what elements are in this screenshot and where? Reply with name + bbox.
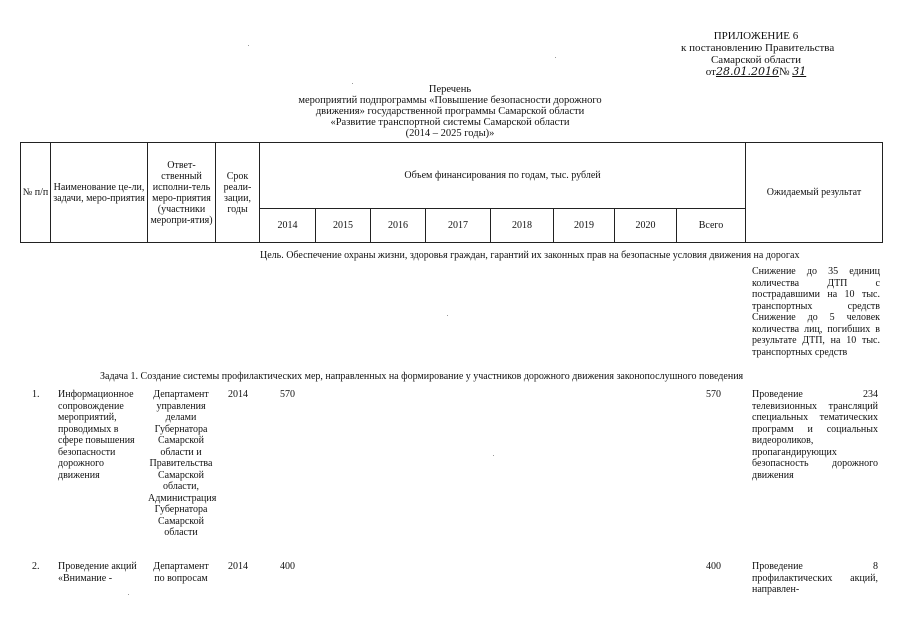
header-term: Срок реали-зации, годы (223, 170, 252, 215)
row-num: 2. (32, 561, 40, 572)
header-responsible: Ответ-ственный исполни-тель меро-приятия (участники меропри-ятия) (150, 159, 213, 226)
title-line5: (2014 – 2025 годы)» (405, 128, 495, 139)
row-2014-value: 570 (280, 389, 295, 400)
row-total-value: 570 (706, 389, 721, 400)
number-value: 31 (792, 65, 807, 78)
title-line1: Перечень (428, 84, 472, 95)
goal-text: Цель. Обеспечение охраны жизни, здоровья граждан, гарантий их законных прав на безопасные условия движения на дорогах (260, 250, 800, 261)
row-responsible: Департамент управления делами Губернатора Самарской области и Правительства Самарской области, Администрация Губернатора Самарской области (148, 389, 217, 538)
row-2014-value: 400 (280, 561, 295, 572)
header-year-2018: 2018 (512, 220, 532, 231)
date-value: 28.01.2016 (715, 65, 779, 78)
row-name: Проведение акций «Внимание - (58, 561, 137, 584)
scan-speck (555, 57, 556, 58)
row-expected: Проведение 8 профилактических акций, направлен- (752, 561, 878, 595)
row-responsible: Департамент по вопросам (153, 561, 209, 584)
header-num: № п/п (22, 187, 49, 198)
scan-speck (447, 315, 448, 316)
appendix-line2: Самарской области (710, 54, 802, 66)
scan-speck (352, 83, 353, 84)
date-prefix: от (705, 66, 716, 78)
row-total-value: 400 (706, 561, 721, 572)
scan-speck (493, 455, 494, 456)
appendix-title: ПРИЛОЖЕНИЕ 6 (713, 30, 799, 42)
header-year-2014: 2014 (277, 220, 298, 231)
header-year-2015: 2015 (333, 220, 353, 231)
header-year-2020: 2020 (635, 220, 656, 231)
appendix-date-line (681, 66, 831, 78)
row-expected: Проведение 234 телевизионных трансляций специальных тематических программ и социальных видеороликов, пропагандирующих безопасность дорожного движения (752, 389, 878, 481)
header-expected: Ожидаемый результат (766, 187, 862, 198)
appendix-line1: к постановлению Правительства (681, 42, 835, 54)
task-text: Задача 1. Создание системы профилактических мер, направленных на формирование у участников дорожного движения законопослушного поведения (100, 371, 744, 382)
scan-speck (128, 594, 129, 595)
title-line2: мероприятий подпрограммы «Повышение безопасности дорожного (298, 95, 602, 106)
title-line3: движения» государственной программы Самарской области (315, 106, 585, 117)
header-name: Наименование це-ли, задачи, меро-приятия (53, 181, 145, 204)
header-year-2016: 2016 (388, 220, 408, 231)
scan-speck (248, 45, 249, 46)
appendix-block (681, 30, 835, 78)
header-total: Всего (698, 220, 724, 231)
header-year-2019: 2019 (574, 220, 594, 231)
number-prefix: № (778, 66, 790, 78)
title-line4: «Развитие транспортной системы Самарской области (330, 117, 570, 128)
header-year-2017: 2017 (448, 220, 468, 231)
row-term: 2014 (228, 389, 248, 400)
header-financing: Объем финансирования по годам, тыс. рублей (404, 170, 601, 181)
row-term: 2014 (228, 561, 248, 572)
row-num: 1. (32, 389, 40, 400)
document-title (240, 84, 660, 139)
row-name: Информационное сопровождение мероприятий, проводимых в сфере повышения безопасности дорожного движения (58, 389, 135, 481)
goal-expected: Снижение до 35 единиц количества ДТП с пострадавшими на 10 тыс. транспортных средств Снижение до 5 человек количества лиц, погибших в результате ДТП, на 10 тыс. транспортных средств (752, 266, 880, 358)
